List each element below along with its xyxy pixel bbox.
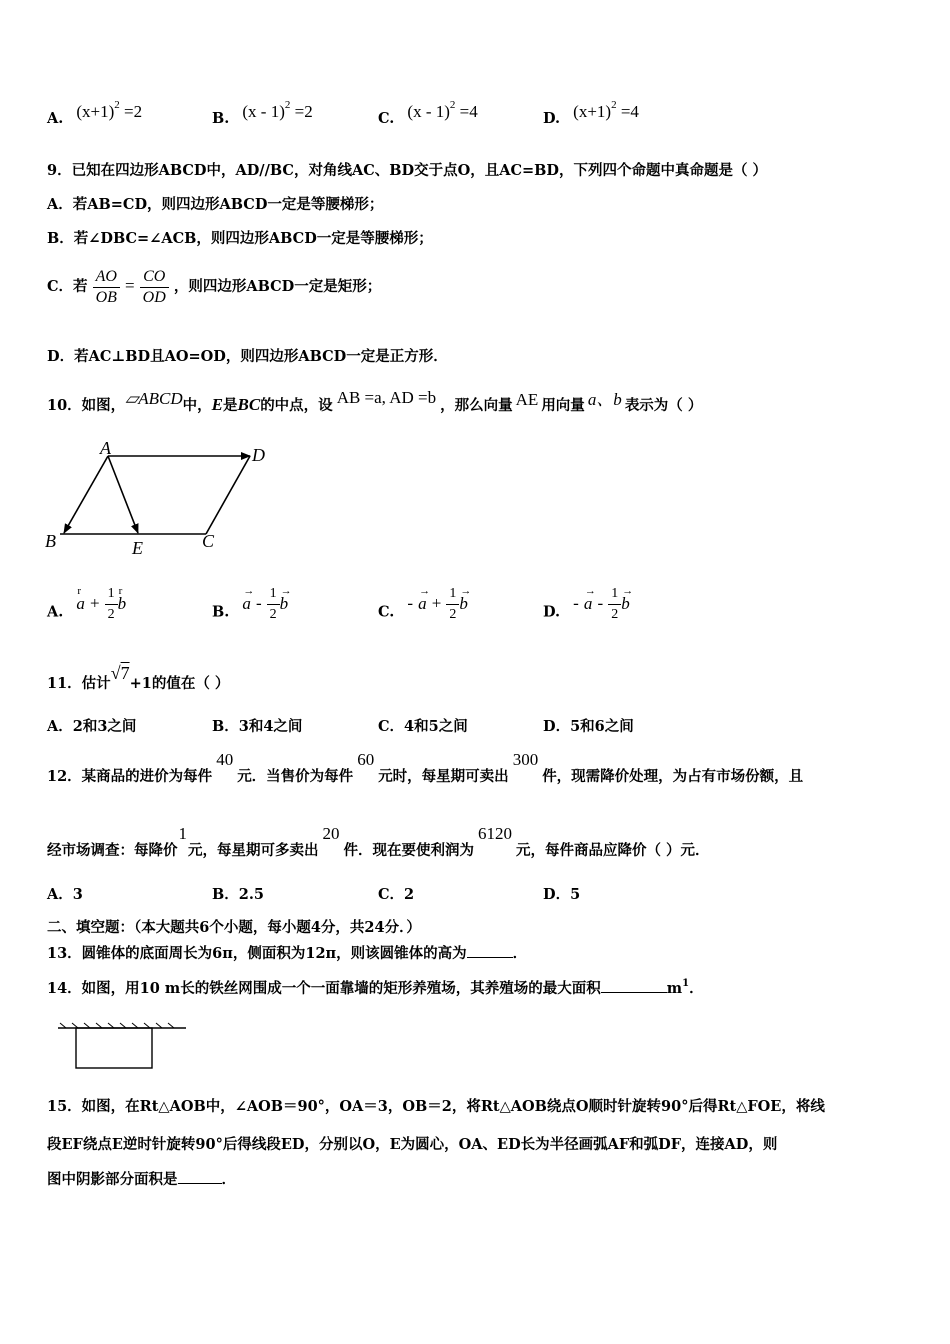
q10-stem: 10．如图，▱ABCD中，E是BC的中点，设 AB =a, AD =b ，那么向量 AE 用向量 a、b 表示为（ ） bbox=[47, 388, 703, 414]
q8-option-a: A. $(x+1)^2 =2$ bbox=[47, 99, 143, 127]
answer-blank bbox=[601, 992, 667, 993]
segment-ae bbox=[108, 456, 138, 533]
q8-a-expr: (x+1) bbox=[76, 102, 115, 121]
q15-line1: 15．如图，在Rt△AOB中，∠AOB＝90°，OA＝3，OB＝2，将Rt△AOB绕点O顺时针旋转90°后得Rt△FOE，将线 bbox=[47, 1098, 825, 1115]
q10-option-b: B. → a - $\frac{1}{2}$ → b bbox=[212, 584, 292, 622]
q8-option-c: C. (x - 1)$^2$ =4 bbox=[378, 99, 478, 127]
q15-line2: 段EF绕点E逆时针旋转90°后得线段ED，分别以O，E为圆心，OA、ED长为半径画弧AF和弧DF，连接AD，则 bbox=[47, 1136, 778, 1153]
fraction-ao-ob: $\frac{AO}{OB}$ bbox=[93, 267, 120, 308]
q11-option-c: C．4和5之间 bbox=[378, 718, 468, 735]
q14: 14．如图，用10 m长的铁丝网围成一个一面靠墙的矩形养殖场，其养殖场的最大面积 $m^1$． bbox=[47, 978, 704, 997]
q9-option-a: A．若AB=CD，则四边形ABCD一定是等腰梯形； bbox=[47, 196, 384, 213]
label-c: C bbox=[202, 531, 215, 551]
q12-line1: 12．某商品的进价为每件40元．当售价为每件60元时，每星期可卖出300件，现需降价处理，为占有市场份额，且 bbox=[47, 750, 804, 785]
answer-blank bbox=[178, 1183, 222, 1184]
label-b: B bbox=[45, 531, 56, 551]
enclosure-figure bbox=[56, 1020, 196, 1072]
q11-option-b: B．3和4之间 bbox=[212, 718, 303, 735]
q12-option-d: D．5 bbox=[543, 886, 581, 903]
segment-cd bbox=[206, 456, 250, 534]
q11-option-d: D．5和6之间 bbox=[543, 718, 634, 735]
label-e: E bbox=[132, 538, 143, 558]
q8-option-b: B. (x - 1)$^2$ =2 bbox=[212, 99, 313, 127]
q13: 13．圆锥体的底面周长为6π，侧面积为12π，则该圆锥体的高为 ． bbox=[47, 945, 528, 962]
segment-ab bbox=[64, 456, 108, 533]
vector-a: r a bbox=[76, 584, 85, 613]
q10-option-d: D. - → a - $\frac{1}{2}$ → b bbox=[543, 584, 634, 622]
q10-option-c: C. - → a + $\frac{1}{2}$ → b bbox=[378, 584, 472, 622]
q10-option-a: A. r a + $\frac{1}{2}$ r b bbox=[47, 584, 127, 622]
q12-line2: 经市场调查：每降价1元，每星期可多卖出20件．现在要使利润为6120元，每件商品应降价（ ）元． bbox=[47, 824, 710, 859]
sqrt-symbol: √7 bbox=[110, 663, 130, 683]
vector-b: r b bbox=[117, 584, 127, 613]
q12-option-b: B．2.5 bbox=[212, 886, 264, 903]
wall-hatching bbox=[60, 1023, 174, 1028]
enclosure-rectangle bbox=[76, 1028, 152, 1068]
q8-option-d: D. $(x+1)^2 =4$ bbox=[543, 99, 639, 127]
answer-blank bbox=[467, 957, 513, 958]
q11-option-a: A．2和3之间 bbox=[47, 718, 137, 735]
q12-option-a: A．3 bbox=[47, 886, 83, 903]
q9-option-d: D．若AC⊥BD且AO=OD，则四边形ABCD一定是正方形． bbox=[47, 348, 448, 365]
label-a: A bbox=[100, 438, 111, 458]
section-2-heading: 二、填空题：（本大题共6个小题，每小题4分，共24分．） bbox=[47, 919, 421, 936]
q15-line3: 图中阴影部分面积是 ． bbox=[47, 1171, 236, 1188]
q11-stem: 11．估计√7+1的值在（ ） bbox=[47, 663, 230, 692]
label-d: D bbox=[252, 445, 265, 465]
fraction-co-od: $\frac{CO}{OD}$ bbox=[140, 267, 169, 308]
q9-stem: 9．已知在四边形ABCD中，AD//BC，对角线AC、BD交于点O，且AC=BD，下列四个命题中真命题是（ ） bbox=[47, 162, 768, 179]
q12-option-c: C．2 bbox=[378, 886, 415, 903]
parallelogram-figure bbox=[42, 438, 282, 558]
q9-option-b: B．若∠DBC=∠ACB，则四边形ABCD一定是等腰梯形； bbox=[47, 230, 433, 247]
q9-option-c: C．若 $\frac{AO}{OB}$ = $\frac{CO}{OD}$ ，则四边形ABCD一定是矩形； bbox=[47, 267, 382, 306]
